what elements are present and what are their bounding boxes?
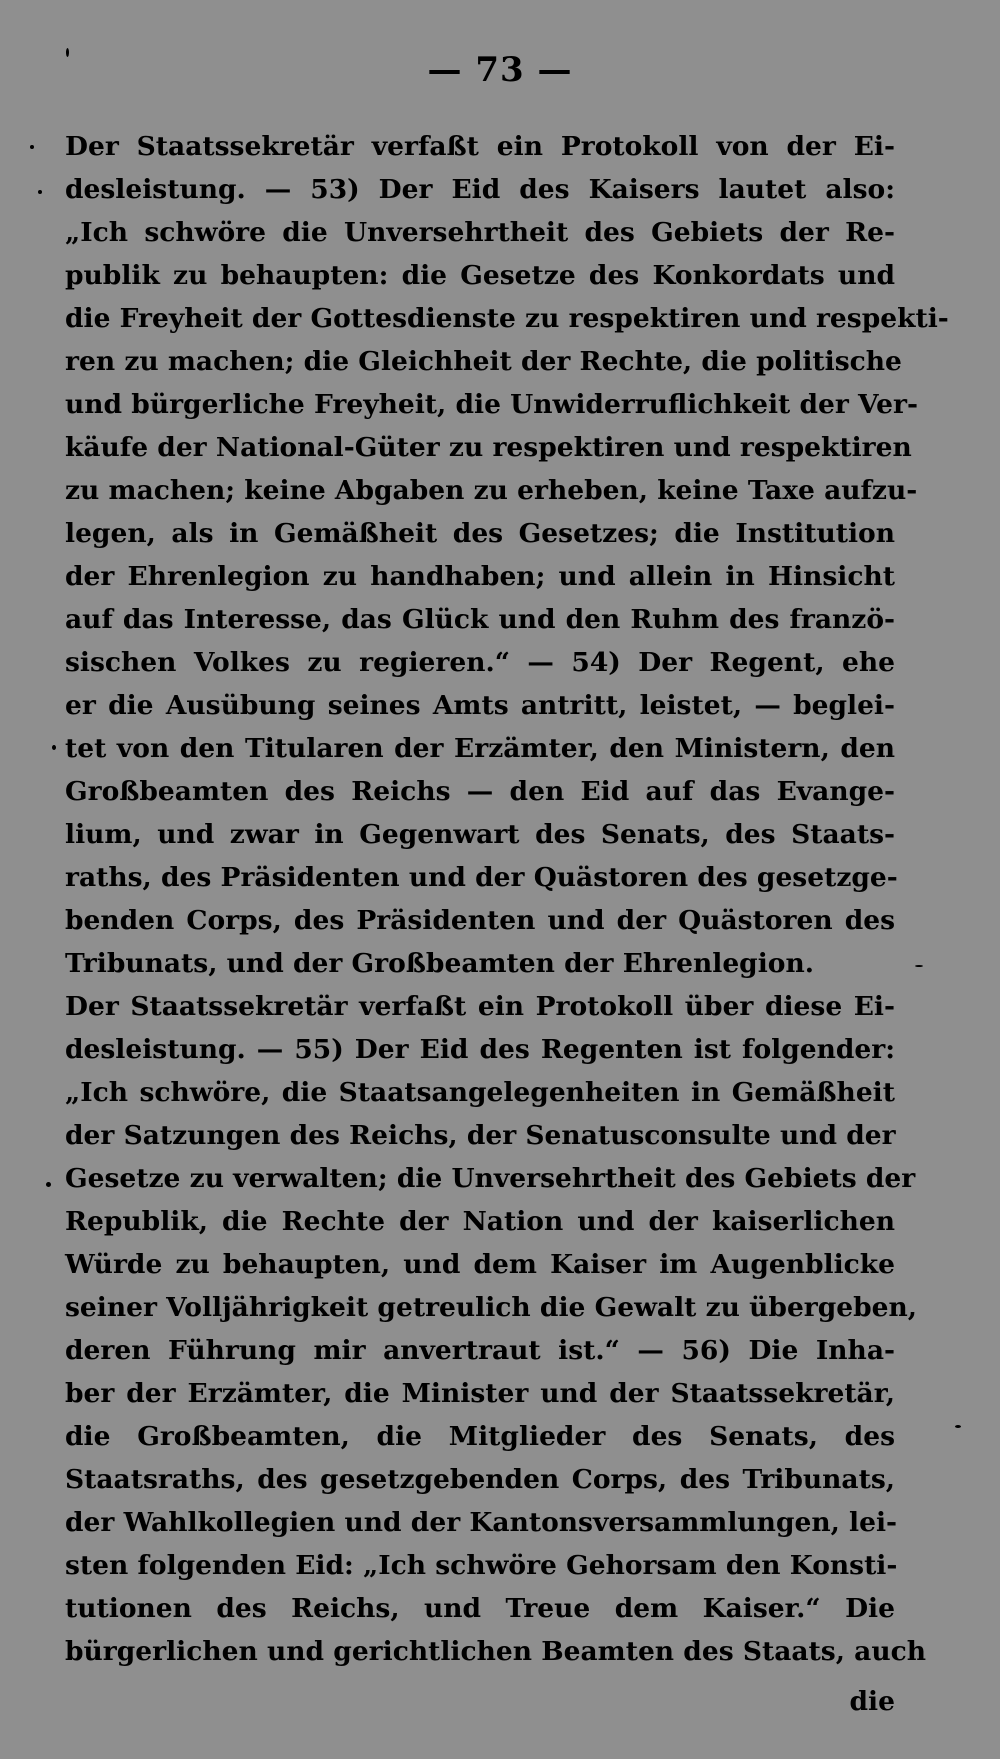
text-line: ber der Erzämter, die Minister und der Staatssekretär,	[65, 1378, 895, 1409]
scan-speck	[38, 190, 42, 194]
text-line: benden Corps, des Präsidenten und der Quästoren des	[65, 905, 895, 936]
text-line: Tribunats, und der Großbeamten der Ehrenlegion.	[65, 948, 814, 979]
text-line: er die Ausübung seines Amts antritt, leistet, — beglei-	[65, 690, 895, 721]
text-line: raths, des Präsidenten und der Quästoren des gesetzge-	[65, 862, 898, 893]
scan-speck	[52, 745, 56, 750]
text-line: sten folgenden Eid: „Ich schwöre Gehorsam den Konsti-	[65, 1550, 898, 1581]
text-line: tutionen des Reichs, und Treue dem Kaiser.“ Die	[65, 1593, 895, 1624]
text-line: sischen Volkes zu regieren.“ — 54) Der Regent, ehe	[65, 647, 895, 678]
scan-speck	[30, 145, 34, 149]
catchword: die	[849, 1686, 895, 1717]
text-line: der Wahlkollegien und der Kantonsversammlungen, lei-	[65, 1507, 898, 1538]
text-line: „Ich schwöre, die Staatsangelegenheiten in Gemäßheit	[65, 1077, 895, 1108]
text-line: legen, als in Gemäßheit des Gesetzes; die Institution	[65, 518, 895, 549]
text-line: ren zu machen; die Gleichheit der Rechte, die politische	[65, 346, 902, 377]
text-line: die Freyheit der Gottesdienste zu respektiren und respekti-	[65, 303, 949, 334]
scan-speck	[955, 1425, 961, 1428]
text-line: Der Staatssekretär verfaßt ein Protokoll über diese Ei-	[65, 991, 895, 1022]
text-line: der Satzungen des Reichs, der Senatusconsulte und der	[65, 1120, 896, 1151]
scan-speck	[915, 965, 923, 967]
text-line: Republik, die Rechte der Nation und der kaiserlichen	[65, 1206, 895, 1237]
text-line: desleistung. — 53) Der Eid des Kaisers lautet also:	[65, 174, 895, 205]
text-line: zu machen; keine Abgaben zu erheben, keine Taxe aufzu-	[65, 475, 918, 506]
scan-speck	[66, 48, 69, 57]
text-line: käufe der National-Güter zu respektiren und respektiren	[65, 432, 912, 463]
text-line: Staatsraths, des gesetzgebenden Corps, des Tribunats,	[65, 1464, 895, 1495]
text-line: tet von den Titularen der Erzämter, den Ministern, den	[65, 733, 895, 764]
page-number: — 73 —	[427, 50, 573, 90]
text-line: deren Führung mir anvertraut ist.“ — 56) Die Inha-	[65, 1335, 895, 1366]
text-line: auf das Interesse, das Glück und den Ruhm des franzö-	[65, 604, 895, 635]
text-line: seiner Volljährigkeit getreulich die Gewalt zu übergeben,	[65, 1292, 918, 1323]
text-line: bürgerlichen und gerichtlichen Beamten des Staats, auch	[65, 1636, 927, 1667]
text-line: und bürgerliche Freyheit, die Unwiderruflichkeit der Ver-	[65, 389, 919, 420]
text-line: Gesetze zu verwalten; die Unversehrtheit des Gebiets der	[65, 1163, 916, 1194]
text-line: „Ich schwöre die Unversehrtheit des Gebiets der Re-	[65, 217, 895, 248]
text-line: lium, und zwar in Gegenwart des Senats, des Staats-	[65, 819, 895, 850]
text-line: desleistung. — 55) Der Eid des Regenten ist folgender:	[65, 1034, 895, 1065]
text-line: Der Staatssekretär verfaßt ein Protokoll von der Ei-	[65, 131, 895, 162]
text-line: die Großbeamten, die Mitglieder des Senats, des	[65, 1421, 895, 1452]
scan-speck	[46, 1182, 51, 1187]
text-line: Großbeamten des Reichs — den Eid auf das Evange-	[65, 776, 895, 807]
text-line: der Ehrenlegion zu handhaben; und allein in Hinsicht	[65, 561, 895, 592]
body-text	[65, 125, 949, 1673]
text-line: publik zu behaupten: die Gesetze des Konkordats und	[65, 260, 895, 291]
text-line: Würde zu behaupten, und dem Kaiser im Augenblicke	[65, 1249, 895, 1280]
